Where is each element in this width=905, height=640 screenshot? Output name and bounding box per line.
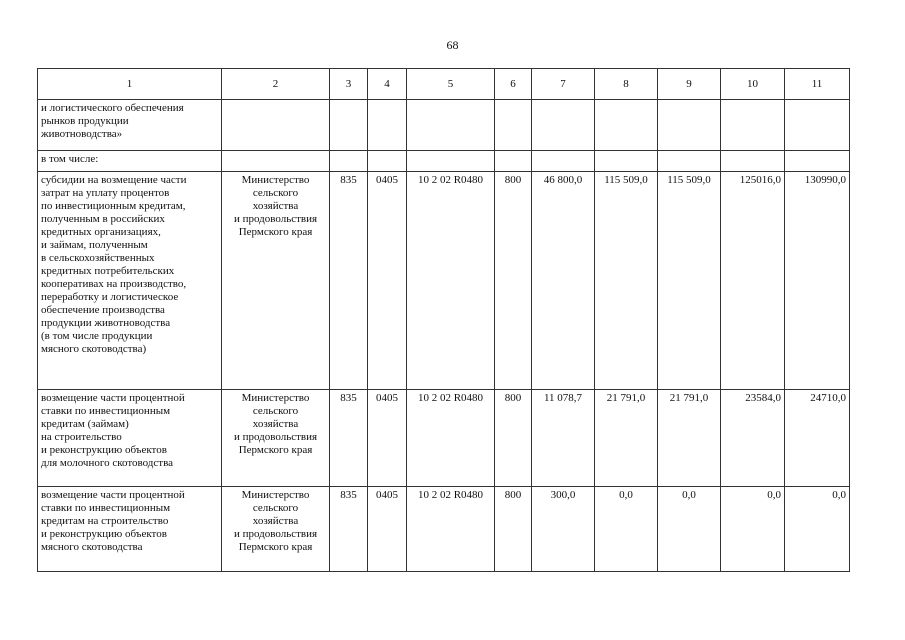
description-line: кредитных потребительских <box>41 265 175 277</box>
organization-line: Пермского края <box>238 541 313 553</box>
amount-cell: 46 800,0 <box>532 172 595 390</box>
description-line: затрат на уплату процентов <box>41 187 170 199</box>
description-line: кредитам (займам) <box>41 418 129 430</box>
empty-cell <box>721 100 785 151</box>
organization-line: и продовольствия <box>233 431 318 443</box>
organization-line: хозяйства <box>252 200 299 212</box>
empty-cell <box>595 151 658 172</box>
empty-cell <box>785 100 850 151</box>
table-row <box>38 151 850 172</box>
header-cell: 1 <box>38 69 222 100</box>
code-cell: 0405 <box>368 390 407 487</box>
description-line: полученным в российских <box>41 213 165 225</box>
description-line: ставки по инвестиционным <box>41 502 171 514</box>
code-cell: 800 <box>495 390 532 487</box>
amount-cell: 115 509,0 <box>595 172 658 390</box>
header-cell: 10 <box>721 69 785 100</box>
organization-line: сельского <box>252 405 299 417</box>
table-row <box>38 390 850 487</box>
description-line: в сельскохозяйственных <box>41 252 155 264</box>
amount-cell: 11 078,7 <box>532 390 595 487</box>
organization-cell <box>222 172 330 390</box>
header-cell: 4 <box>368 69 407 100</box>
amount-cell: 300,0 <box>532 487 595 572</box>
amount-cell: 21 791,0 <box>658 390 721 487</box>
description-line: продукции животноводства <box>41 317 171 329</box>
description-line: для молочного скотоводства <box>41 457 174 469</box>
header-cell: 2 <box>222 69 330 100</box>
organization-line: Пермского края <box>238 226 313 238</box>
description-line: и реконструкцию объектов <box>41 444 167 456</box>
code-cell: 10 2 02 R0480 <box>407 172 495 390</box>
table-row <box>38 172 850 390</box>
description-cell <box>38 100 222 151</box>
header-cell: 9 <box>658 69 721 100</box>
description-line: и займам, полученным <box>41 239 148 251</box>
description-line: рынков продукции <box>41 115 129 127</box>
organization-line: хозяйства <box>252 418 299 430</box>
organization-line: Министерство <box>241 489 310 501</box>
code-cell: 0405 <box>368 487 407 572</box>
table-row <box>38 487 850 572</box>
description-line: мясного скотоводства) <box>41 343 147 355</box>
description-line: и логистического обеспечения <box>41 102 184 114</box>
empty-cell <box>222 151 330 172</box>
description-line: кооперативах на производство, <box>41 278 187 290</box>
empty-cell <box>330 151 368 172</box>
description-line: ставки по инвестиционным <box>41 405 171 417</box>
description-line: переработку и логистическое <box>41 291 179 303</box>
empty-cell <box>595 100 658 151</box>
empty-cell <box>658 151 721 172</box>
description-line: возмещение части процентной <box>41 392 185 404</box>
header-cell: 5 <box>407 69 495 100</box>
description-line: обеспечение производства <box>41 304 165 316</box>
organization-line: хозяйства <box>252 515 299 527</box>
empty-cell <box>222 100 330 151</box>
empty-cell <box>495 151 532 172</box>
organization-line: сельского <box>252 187 299 199</box>
description-cell <box>38 172 222 390</box>
description-line: животноводства» <box>41 128 123 140</box>
header-cell: 11 <box>785 69 850 100</box>
description-line: (в том числе продукции <box>41 330 153 342</box>
code-cell: 800 <box>495 487 532 572</box>
amount-cell: 0,0 <box>785 487 850 572</box>
description-line: кредитных организациях, <box>41 226 161 238</box>
organization-line: Министерство <box>241 392 310 404</box>
organization-cell <box>222 390 330 487</box>
amount-cell: 23584,0 <box>721 390 785 487</box>
header-cell: 8 <box>595 69 658 100</box>
empty-cell <box>330 100 368 151</box>
organization-line: и продовольствия <box>233 528 318 540</box>
empty-cell <box>785 151 850 172</box>
budget-table <box>37 68 850 572</box>
page-number: 68 <box>446 38 459 52</box>
amount-cell: 125016,0 <box>721 172 785 390</box>
description-line: на строительство <box>41 431 122 443</box>
description-line: возмещение части процентной <box>41 489 185 501</box>
description-cell <box>38 151 222 172</box>
empty-cell <box>368 151 407 172</box>
organization-line: Пермского края <box>238 444 313 456</box>
organization-line: сельского <box>252 502 299 514</box>
organization-cell <box>222 487 330 572</box>
amount-cell: 24710,0 <box>785 390 850 487</box>
amount-cell: 0,0 <box>595 487 658 572</box>
code-cell: 835 <box>330 487 368 572</box>
header-cell: 7 <box>532 69 595 100</box>
description-cell <box>38 390 222 487</box>
description-cell <box>38 487 222 572</box>
amount-cell: 0,0 <box>658 487 721 572</box>
description-line: мясного скотоводства <box>41 541 143 553</box>
amount-cell: 21 791,0 <box>595 390 658 487</box>
empty-cell <box>407 100 495 151</box>
empty-cell <box>721 151 785 172</box>
organization-line: и продовольствия <box>233 213 318 225</box>
empty-cell <box>495 100 532 151</box>
code-cell: 10 2 02 R0480 <box>407 390 495 487</box>
description-line: по инвестиционным кредитам, <box>41 200 186 212</box>
empty-cell <box>368 100 407 151</box>
description-line: и реконструкцию объектов <box>41 528 167 540</box>
description-line: кредитам на строительство <box>41 515 169 527</box>
empty-cell <box>407 151 495 172</box>
empty-cell <box>532 100 595 151</box>
amount-cell: 115 509,0 <box>658 172 721 390</box>
description-line: в том числе: <box>41 153 99 165</box>
header-cell: 3 <box>330 69 368 100</box>
header-cell: 6 <box>495 69 532 100</box>
code-cell: 835 <box>330 172 368 390</box>
amount-cell: 130990,0 <box>785 172 850 390</box>
code-cell: 835 <box>330 390 368 487</box>
code-cell: 0405 <box>368 172 407 390</box>
organization-line: Министерство <box>241 174 310 186</box>
table-row <box>38 100 850 151</box>
empty-cell <box>658 100 721 151</box>
code-cell: 10 2 02 R0480 <box>407 487 495 572</box>
amount-cell: 0,0 <box>721 487 785 572</box>
empty-cell <box>532 151 595 172</box>
header-row <box>38 69 850 100</box>
description-line: субсидии на возмещение части <box>41 174 187 186</box>
code-cell: 800 <box>495 172 532 390</box>
